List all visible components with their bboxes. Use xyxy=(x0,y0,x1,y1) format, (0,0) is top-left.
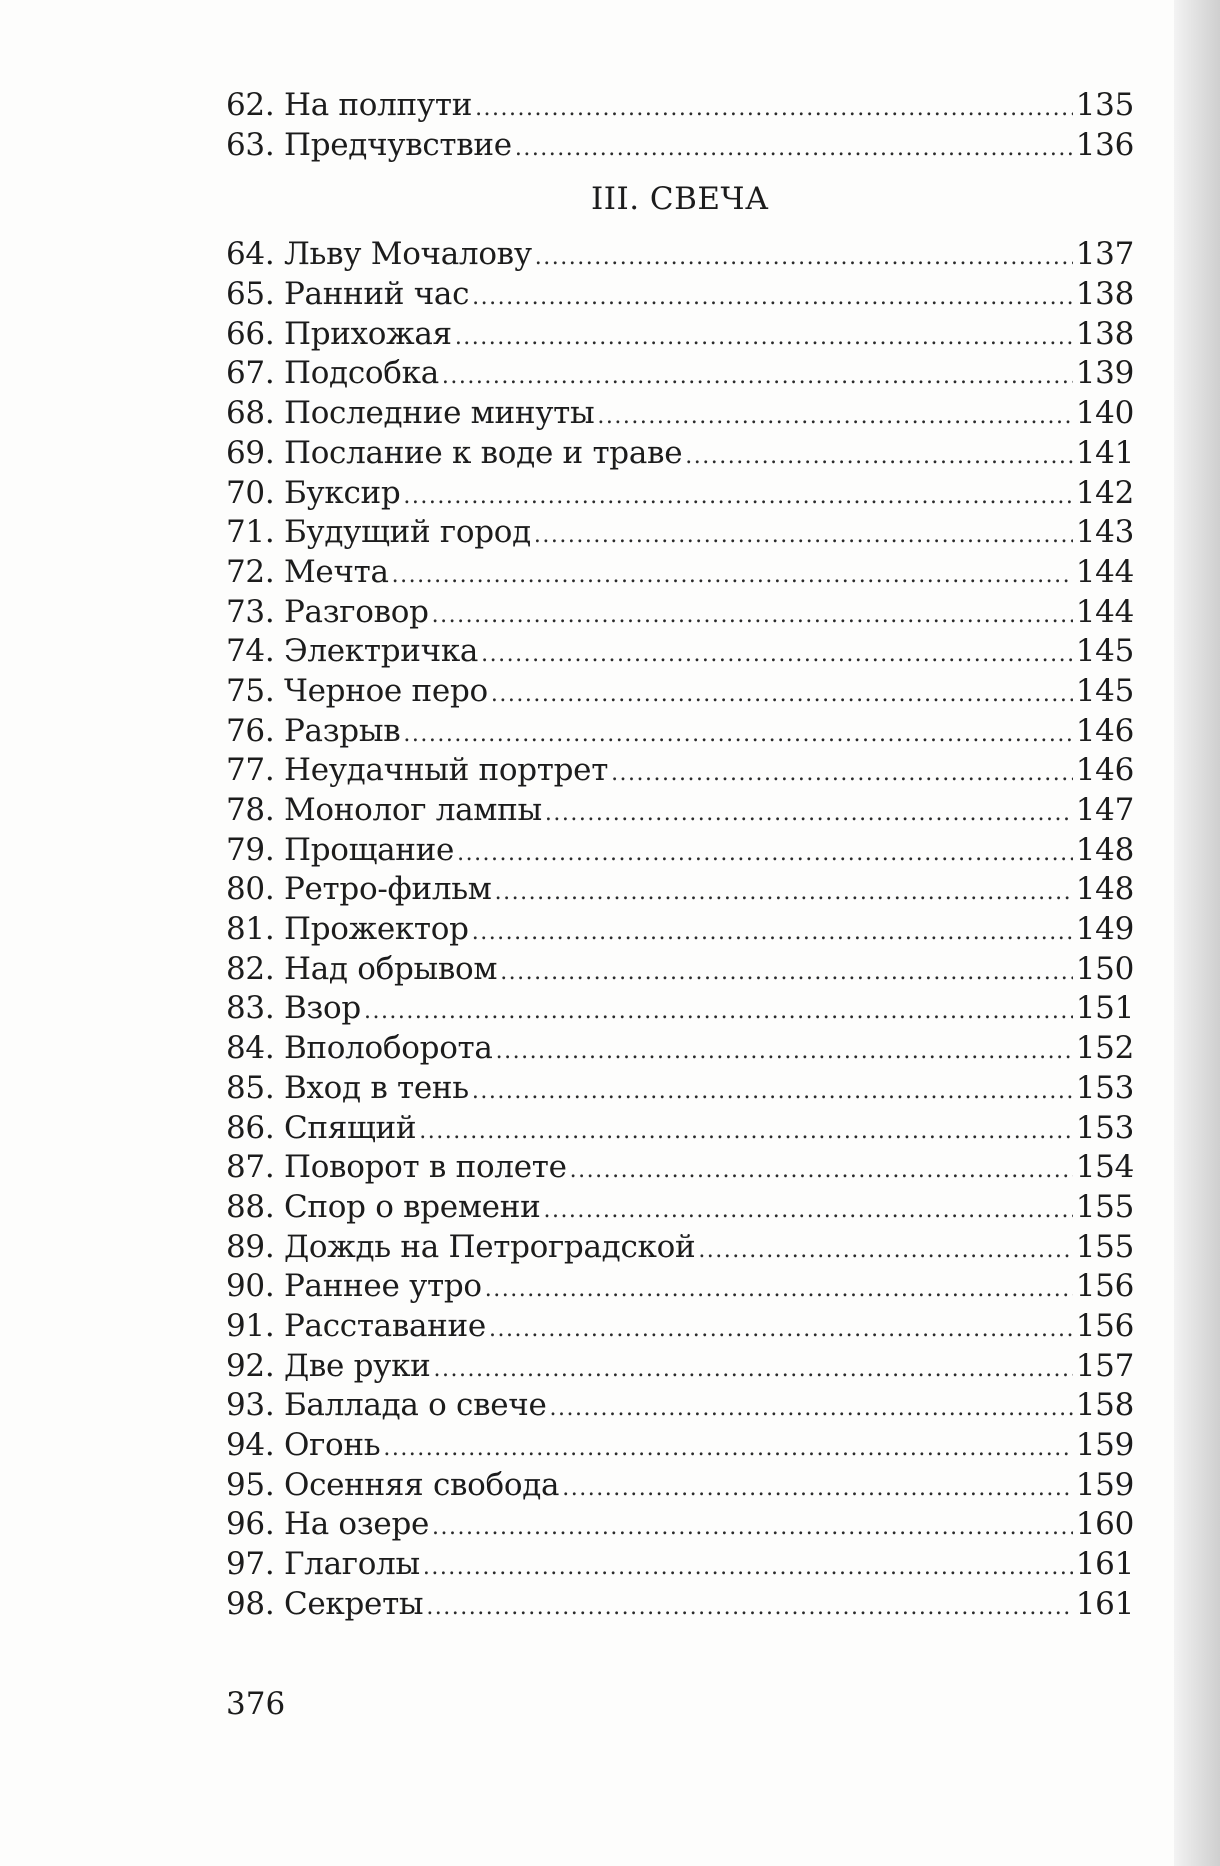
toc-entry xyxy=(226,1109,1134,1149)
toc-entry-page: 153 xyxy=(1075,1069,1134,1106)
toc-entry-page: 144 xyxy=(1075,553,1134,590)
dot-leader xyxy=(423,1548,1073,1588)
dot-leader xyxy=(485,1270,1073,1310)
toc-entry-page: 148 xyxy=(1075,871,1134,908)
toc-entry-title: 74. Электричка xyxy=(226,633,479,670)
toc-entry xyxy=(226,910,1134,950)
toc-entry-page: 138 xyxy=(1075,276,1134,313)
toc-entry-page: 142 xyxy=(1075,474,1134,511)
toc-entry-page: 146 xyxy=(1075,752,1134,789)
toc-group-before xyxy=(226,86,1134,165)
toc-entry-page: 138 xyxy=(1075,315,1134,352)
toc-entry-title: 69. Послание к воде и траве xyxy=(226,434,683,471)
toc-entry xyxy=(226,989,1134,1029)
dot-leader xyxy=(403,477,1072,517)
toc-entry xyxy=(226,275,1134,315)
toc-entry-title: 81. Прожектор xyxy=(226,911,469,948)
toc-entry-page: 136 xyxy=(1075,126,1134,163)
toc-entry xyxy=(226,394,1134,434)
toc-entry-page: 154 xyxy=(1075,1149,1134,1186)
toc-entry-page: 153 xyxy=(1075,1109,1134,1146)
toc-entry-title: 64. Льву Мочалову xyxy=(226,236,532,273)
toc-entry xyxy=(226,672,1134,712)
toc-entry-page: 152 xyxy=(1075,1030,1134,1067)
toc-entry-page: 141 xyxy=(1075,434,1134,471)
dot-leader xyxy=(432,596,1073,636)
toc-entry xyxy=(226,1069,1134,1109)
toc-entry-page: 146 xyxy=(1075,712,1134,749)
toc-entry-page: 143 xyxy=(1075,514,1134,551)
toc-entry xyxy=(226,315,1134,355)
toc-entry-page: 137 xyxy=(1075,236,1134,273)
toc-entry-title: 80. Ретро-фильм xyxy=(226,871,492,908)
toc-entry-title: 90. Раннее утро xyxy=(226,1268,482,1305)
toc-entry-title: 72. Мечта xyxy=(226,553,389,590)
toc-entry-page: 157 xyxy=(1075,1347,1134,1384)
toc-entry-page: 156 xyxy=(1075,1268,1134,1305)
dot-leader xyxy=(685,437,1072,477)
toc-entry xyxy=(226,1267,1134,1307)
toc-entry xyxy=(226,1585,1134,1625)
dot-leader xyxy=(491,675,1073,715)
dot-leader xyxy=(432,1508,1073,1548)
toc-entry-page: 159 xyxy=(1075,1427,1134,1463)
dot-leader xyxy=(472,278,1073,318)
toc-entry xyxy=(226,1307,1134,1347)
toc-entry-title: 67. Подсобка xyxy=(226,355,439,392)
page-number: 376 xyxy=(226,1686,286,1722)
toc-entry-title: 70. Буксир xyxy=(226,474,401,511)
toc-entry-page: 155 xyxy=(1075,1188,1134,1225)
toc-entry xyxy=(226,950,1134,990)
dot-leader xyxy=(426,1588,1072,1628)
toc-entry-title: 65. Ранний час xyxy=(226,276,470,313)
toc-entry xyxy=(226,1228,1134,1268)
dot-leader xyxy=(550,1389,1073,1429)
dot-leader xyxy=(535,238,1073,278)
dot-leader xyxy=(442,357,1073,397)
toc-entry-page: 159 xyxy=(1075,1466,1134,1503)
dot-leader xyxy=(434,1350,1073,1390)
toc-entry-page: 150 xyxy=(1075,950,1134,987)
toc-entry xyxy=(226,791,1134,831)
toc-entry-title: 95. Осенняя свобода xyxy=(226,1466,560,1503)
toc-entry-title: 87. Поворот в полете xyxy=(226,1149,567,1186)
toc-entry-page: 145 xyxy=(1075,633,1134,670)
toc-entry xyxy=(226,235,1134,275)
toc-entry-page: 140 xyxy=(1075,395,1134,432)
dot-leader xyxy=(475,89,1073,129)
toc-group-after xyxy=(226,235,1134,1624)
toc-entry-page: 147 xyxy=(1075,792,1134,828)
toc-entry-title: 94. Огонь xyxy=(226,1427,381,1463)
toc-entry-title: 85. Вход в тень xyxy=(226,1069,469,1106)
toc-entry-page: 161 xyxy=(1075,1546,1134,1583)
toc-entry xyxy=(226,126,1134,166)
toc-entry xyxy=(226,632,1134,672)
toc-entry xyxy=(226,1386,1134,1426)
dot-leader xyxy=(570,1151,1073,1191)
toc-entry-title: 89. Дождь на Петроградской xyxy=(226,1228,696,1265)
toc-entry-page: 156 xyxy=(1075,1307,1134,1344)
toc-entry-page: 158 xyxy=(1075,1387,1134,1424)
dot-leader xyxy=(698,1231,1072,1271)
toc-entry-title: 79. Прощание xyxy=(226,831,455,868)
dot-leader xyxy=(472,1072,1073,1112)
dot-leader xyxy=(419,1112,1072,1152)
dot-leader xyxy=(515,129,1073,169)
toc-entry xyxy=(226,86,1134,126)
dot-leader xyxy=(597,397,1072,437)
toc-entry-title: 73. Разговор xyxy=(226,593,429,630)
dot-leader xyxy=(543,1191,1072,1231)
toc-entry xyxy=(226,1029,1134,1069)
dot-leader xyxy=(562,1469,1072,1509)
toc-entry-title: 98. Секреты xyxy=(226,1585,424,1622)
toc-entry-title: 63. Предчувствие xyxy=(226,126,512,163)
dot-leader xyxy=(481,635,1073,675)
dot-leader xyxy=(455,318,1073,358)
table-of-contents xyxy=(226,86,1134,1624)
dot-leader xyxy=(457,834,1073,874)
toc-entry-page: 144 xyxy=(1075,593,1134,630)
toc-entry-title: 86. Спящий xyxy=(226,1109,417,1146)
toc-entry xyxy=(226,751,1134,791)
dot-leader xyxy=(545,794,1073,834)
toc-entry-title: 75. Черное перо xyxy=(226,672,488,709)
toc-entry-title: 96. На озере xyxy=(226,1506,430,1543)
toc-entry-page: 149 xyxy=(1075,911,1134,948)
toc-entry-page: 145 xyxy=(1075,672,1134,709)
toc-entry-page: 151 xyxy=(1075,990,1134,1027)
toc-entry xyxy=(226,1545,1134,1585)
dot-leader xyxy=(534,516,1073,556)
toc-entry-page: 161 xyxy=(1075,1585,1134,1622)
dot-leader xyxy=(495,873,1073,913)
toc-entry xyxy=(226,593,1134,633)
toc-entry-title: 62. На полпути xyxy=(226,87,473,123)
toc-entry xyxy=(226,354,1134,394)
section-heading: III. СВЕЧА xyxy=(590,181,769,218)
dot-leader xyxy=(403,715,1072,755)
dot-leader xyxy=(392,556,1073,596)
toc-entry xyxy=(226,1148,1134,1188)
toc-entry-title: 83. Взор xyxy=(226,990,361,1027)
toc-entry-title: 71. Будущий город xyxy=(226,514,531,551)
toc-entry-title: 66. Прихожая xyxy=(226,315,452,352)
toc-entry xyxy=(226,1426,1134,1466)
toc-entry xyxy=(226,1188,1134,1228)
toc-entry-title: 82. Над обрывом xyxy=(226,950,498,987)
toc-entry xyxy=(226,831,1134,871)
toc-entry xyxy=(226,1347,1134,1387)
toc-entry-title: 93. Баллада о свече xyxy=(226,1387,547,1424)
toc-entry-page: 155 xyxy=(1075,1228,1134,1265)
toc-entry xyxy=(226,553,1134,593)
toc-entry-title: 92. Две руки xyxy=(226,1347,431,1384)
toc-entry-page: 135 xyxy=(1075,87,1134,123)
dot-leader xyxy=(611,754,1073,794)
toc-entry-title: 84. Вполоборота xyxy=(226,1030,493,1067)
toc-entry xyxy=(226,712,1134,752)
toc-entry xyxy=(226,513,1134,553)
dot-leader xyxy=(472,913,1073,953)
toc-entry-title: 97. Глаголы xyxy=(226,1546,420,1583)
toc-entry xyxy=(226,434,1134,474)
toc-entry-page: 148 xyxy=(1075,831,1134,868)
toc-entry-page: 160 xyxy=(1075,1506,1134,1543)
toc-entry-title: 91. Расставание xyxy=(226,1307,486,1344)
dot-leader xyxy=(489,1310,1073,1350)
dot-leader xyxy=(500,953,1073,993)
toc-entry-title: 68. Последние минуты xyxy=(226,395,595,432)
dot-leader xyxy=(383,1429,1072,1469)
toc-entry-page: 139 xyxy=(1075,355,1134,392)
toc-entry-title: 78. Монолог лампы xyxy=(226,792,542,828)
toc-entry xyxy=(226,1505,1134,1545)
dot-leader xyxy=(496,1032,1073,1072)
toc-entry-title: 88. Спор о времени xyxy=(226,1188,541,1225)
toc-entry-title: 77. Неудачный портрет xyxy=(226,752,609,789)
dot-leader xyxy=(364,992,1073,1032)
toc-entry-title: 76. Разрыв xyxy=(226,712,401,749)
toc-entry xyxy=(226,1466,1134,1506)
toc-entry xyxy=(226,870,1134,910)
toc-entry xyxy=(226,474,1134,514)
page-edge-shadow xyxy=(1174,0,1220,1866)
